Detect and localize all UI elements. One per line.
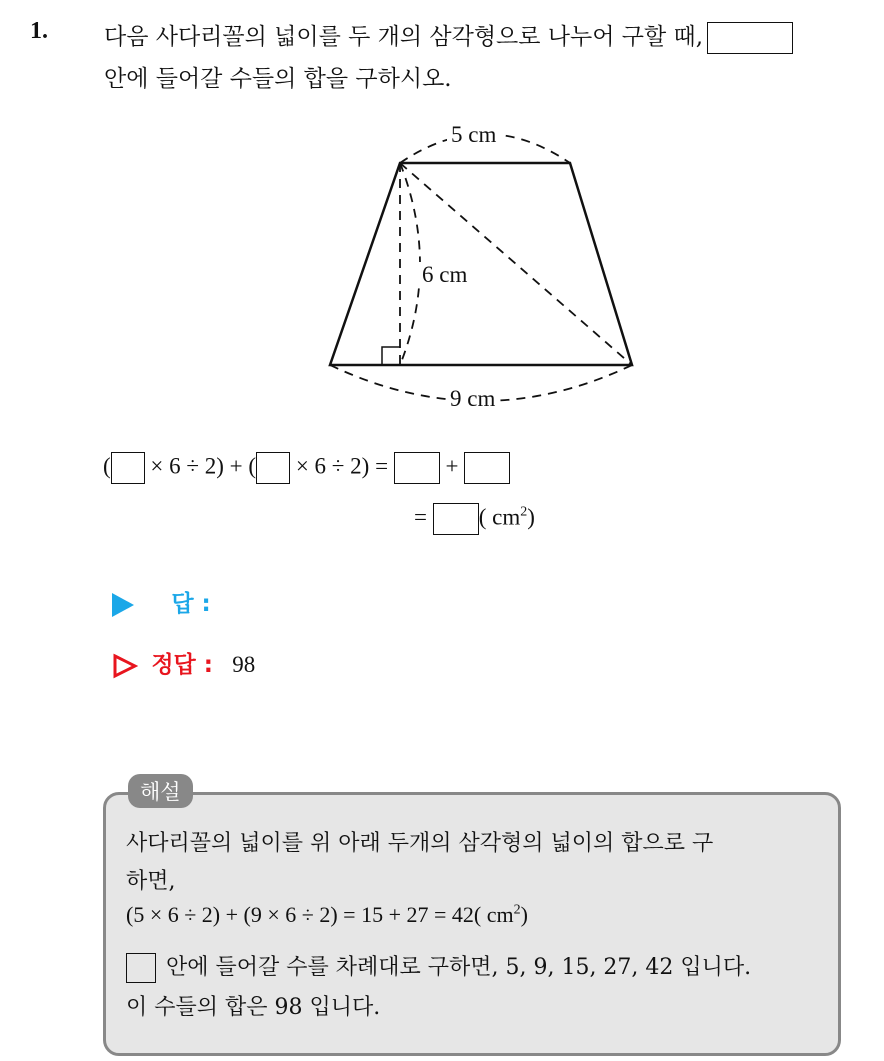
correct-answer-label: 정답 : [151,652,213,678]
play-filled-icon [112,593,134,617]
blank-box [707,22,793,54]
eq-plus: + [445,453,459,479]
trapezoid-figure [320,115,650,425]
right-angle-mark [382,347,400,365]
answer-row [112,585,211,618]
correct-answer-row [112,646,255,679]
explanation-line-4 [126,950,751,983]
blank-box [256,452,290,484]
question-text-1: 다음 사다리꼴의 넓이를 두 개의 삼각형으로 나누어 구할 때, [104,24,704,50]
bottom-length-label: 9 cm [446,386,499,412]
answer-label: 답 : [171,591,211,617]
explanation-formula-close: ) [520,902,528,927]
explanation-formula: (5 × 6 ÷ 2) + (9 × 6 ÷ 2) = 15 + 27 = 42( cm [126,902,514,927]
correct-answer-value: 98 [232,652,256,677]
blank-box [126,953,156,983]
equation-line-1 [103,452,510,484]
explanation-line-1: 사다리꼴의 넓이를 위 아래 두개의 삼각형의 넓이의 합으로 구 [126,831,714,856]
explanation-formula-exp: 2 [513,902,521,918]
height-arc [400,163,420,365]
height-length-label: 6 cm [418,262,471,288]
eq-close: ) [527,504,535,530]
play-outline-icon [112,653,138,679]
eq-equals: × 6 ÷ 2) = [295,453,389,479]
eq-equals-2: = [414,504,427,530]
explanation-line-2: 하면, [126,869,176,894]
question-number: 1. [30,18,48,44]
explanation-line-5: 이 수들의 합은 98 입니다. [126,995,381,1020]
top-length-label: 5 cm [447,122,500,148]
explanation-line-3 [126,902,528,928]
eq-mid: × 6 ÷ 2) + ( [150,453,257,479]
eq-open-paren: ( [103,453,111,479]
eq-unit-exp: 2 [520,504,528,520]
blank-box [394,452,440,484]
blank-box [433,503,479,535]
blank-box [464,452,510,484]
explanation-tag: 해설 [128,774,193,808]
trapezoid-outline [330,163,632,365]
blank-box [111,452,145,484]
question-line-2: 안에 들어갈 수들의 합을 구하시오. [104,66,452,92]
equation-line-2 [414,503,535,535]
question-line-1 [104,18,793,54]
eq-unit: ( cm [478,504,521,530]
explanation-line-4-text: 안에 들어갈 수를 차례대로 구하면, 5, 9, 15, 27, 42 입니다. [166,955,752,980]
